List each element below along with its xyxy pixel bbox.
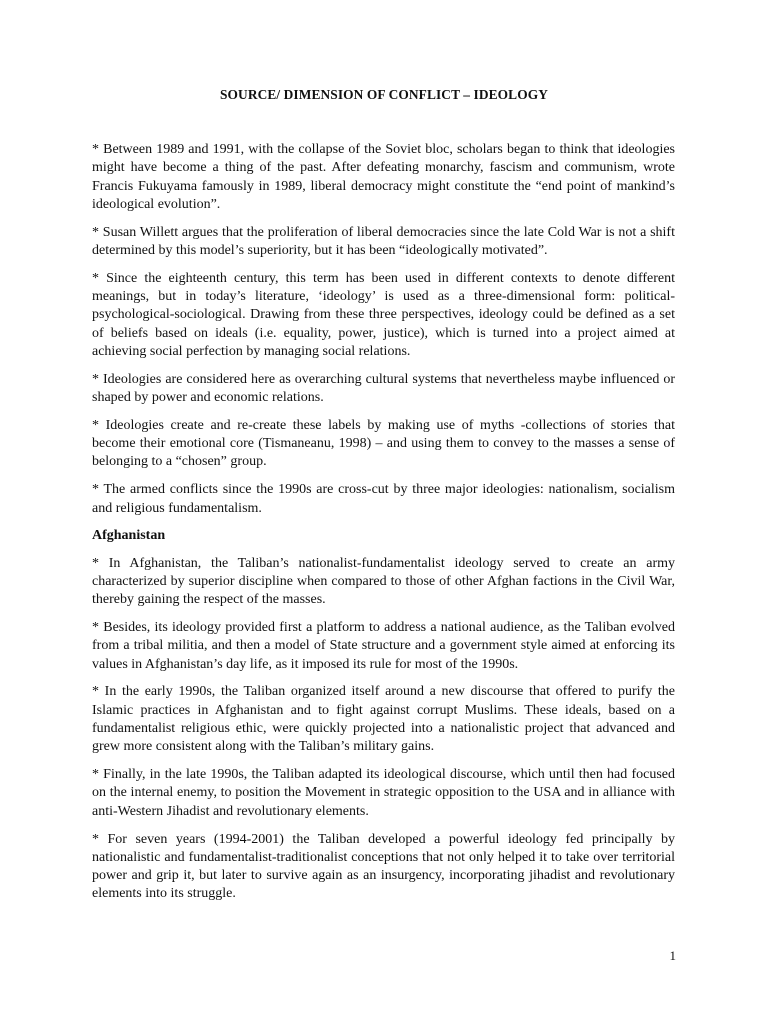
- intro-paragraph: * Between 1989 and 1991, with the collapse of the Soviet bloc, scholars began to think that ideologies might have become a thing of the past. After defeating monarchy, fascism and communism, wrote Francis Fukuyama famously in 1989, liberal democracy might constitute the “end point of mankind’s ideological evolution”.: [92, 142, 675, 212]
- intro-paragraph: * Since the eighteenth century, this term has been used in different contexts to denote different meanings, but in today’s literature, ‘ideology’ is used as a three-dimensional form: political-psychological-sociological. Drawing from these three perspectives, ideology could be defined as a set of beliefs based on ideals (i.e. equality, power, justice), which is turned into a project aimed at achieving social perfection by managing social relations.: [92, 270, 675, 359]
- page-title: SOURCE/ DIMENSION OF CONFLICT – IDEOLOGY: [219, 87, 549, 102]
- afghanistan-paragraph: * Besides, its ideology provided first a platform to address a national audience, as the Taliban evolved from a tribal militia, and then a model of State structure and a government style aimed at enforcing its values in Afghanistan’s day life, as it imposed its rule for most of the 1990s.: [92, 620, 675, 672]
- afghanistan-paragraph: * In Afghanistan, the Taliban’s nationalist-fundamentalist ideology served to create an army characterized by superior discipline when compared to those of other Afghan factions in the Civil War, thereby gaining the respect of the masses.: [92, 555, 675, 608]
- intro-paragraph: * Ideologies create and re-create these labels by making use of myths -collections of stories that become their emotional core (Tismaneanu, 1998) – and using them to convey to the masses a sense of belonging to a “chosen” group.: [92, 417, 675, 470]
- intro-paragraph: * Ideologies are considered here as overarching cultural systems that nevertheless maybe influenced or shaped by power and economic relations.: [92, 371, 675, 406]
- page-number: 1: [669, 948, 676, 963]
- afghanistan-paragraph: * Finally, in the late 1990s, the Taliban adapted its ideological discourse, which until then had focused on the internal enemy, to position the Movement in strategic opposition to the USA and in alliance with anti-Western Jihadist and revolutionary elements.: [92, 767, 675, 819]
- intro-paragraph: * The armed conflicts since the 1990s are cross-cut by three major ideologies: nationalism, socialism and religious fundamentalism.: [92, 482, 675, 516]
- afghanistan-paragraph: * In the early 1990s, the Taliban organized itself around a new discourse that offered to purify the Islamic practices in Afghanistan and to fight against corrupt Muslims. These ideals, based on a fundamentalist religious ethic, were quickly projected into a nationalistic project that advanced and grew more consistent along with the Taliban’s military gains.: [92, 684, 675, 755]
- document-body: [92, 141, 675, 913]
- section-heading-afghanistan: Afghanistan: [92, 528, 166, 544]
- intro-paragraph: * Susan Willett argues that the proliferation of liberal democracies since the late Cold War is not a shift determined by this model’s superiority, but it has been “ideologically motivated”.: [92, 224, 675, 258]
- afghanistan-paragraph: * For seven years (1994-2001) the Taliban developed a powerful ideology fed principally by nationalistic and fundamentalist-traditionalist conceptions that not only helped it to take over territorial power and grip it, but later to survive again as an insurgency, incorporating jihadist and revolutionary elements into its struggle.: [92, 831, 675, 902]
